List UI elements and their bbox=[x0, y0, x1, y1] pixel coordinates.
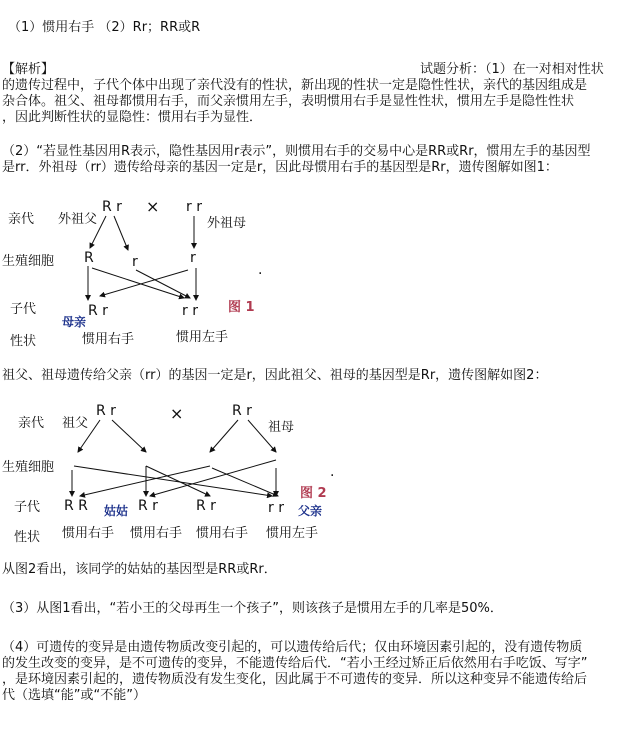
fig2-arrow-gpa-1 bbox=[78, 420, 100, 452]
fig2-cross: × bbox=[170, 404, 184, 423]
analysis-p6-line4: 代（选填“能”或“不能”） bbox=[2, 688, 146, 703]
fig1-grandma-label: 外祖母 bbox=[207, 216, 247, 231]
analysis-p5: （3）从图1看出，“若小王的父母再生一个孩子”，则该孩子是惯用左手的几率是50%． bbox=[2, 601, 503, 616]
fig2-row-parent: 亲代 bbox=[18, 416, 45, 431]
fig1-row-parent: 亲代 bbox=[8, 212, 35, 227]
fig1-arrow-gpa-R bbox=[90, 216, 106, 248]
fig1-arrow-r1-child2 bbox=[136, 270, 190, 298]
fig2-child3-gene: R r bbox=[196, 498, 216, 514]
fig1-row-child: 子代 bbox=[10, 302, 37, 317]
analysis-tag: 【解析】 bbox=[2, 62, 55, 77]
fig1-label: 图 1 bbox=[228, 300, 255, 315]
analysis-p6-line2: 的发生改变的变异，是不可遗传的变异，不能遗传给后代．“若小王经过矫正后依然用右手吃饭、写字” bbox=[2, 656, 588, 671]
fig2-label: 图 2 bbox=[300, 486, 327, 501]
fig1-gamete-r1: r bbox=[132, 254, 138, 270]
analysis-p6-line3: ，是环境因素引起的，遗传物质没有发生变化，因此属于不可遗传的变异．所以这种变异不能遗传给后 bbox=[2, 672, 588, 687]
fig2-arrow-gpa-2 bbox=[112, 420, 146, 452]
fig1-gamete-r2: r bbox=[190, 250, 196, 266]
fig2-row-gamete: 生殖细胞 bbox=[2, 460, 55, 475]
fig1-child2-gene: r r bbox=[182, 303, 198, 319]
fig2-father-label: 父亲 bbox=[298, 504, 323, 518]
fig2-child3-trait: 惯用右手 bbox=[196, 526, 249, 541]
analysis-head-right: 试题分析：（1）在一对相对性状 bbox=[420, 62, 604, 77]
fig1-child1-gene: R r bbox=[88, 303, 108, 319]
fig1-arrow-gpa-r bbox=[114, 216, 128, 250]
fig1-row-gamete: 生殖细胞 bbox=[2, 254, 55, 269]
fig2-arrow-d bbox=[146, 466, 210, 496]
fig2-child1-trait: 惯用右手 bbox=[62, 526, 115, 541]
fig1-child1-trait: 惯用右手 bbox=[82, 332, 135, 347]
fig1-gamete-R: R bbox=[84, 250, 94, 266]
fig2-child2-gene: R r bbox=[138, 498, 158, 514]
fig1-grandpa-label: 外祖父 bbox=[58, 212, 98, 227]
fig1-grandpa-gene: R r bbox=[102, 199, 122, 215]
fig2-grandma-label: 祖母 bbox=[268, 420, 295, 435]
fig2-child1-gene: R R bbox=[64, 498, 88, 514]
analysis-p1-line3: ，因此判断性状的显隐性：惯用右手为显性． bbox=[2, 110, 263, 125]
analysis-p4: 从图2看出，该同学的姑姑的基因型是RR或Rr． bbox=[2, 562, 277, 577]
fig2-child4-trait: 惯用左手 bbox=[266, 526, 319, 541]
analysis-p1-line2: 杂合体。祖父、祖母都惯用右手，而父亲惯用左手，表明惯用右手是显性性状，惯用左手是隐性性状 bbox=[2, 94, 575, 109]
analysis-p2-line2: 是rr．外祖母（rr）遗传给母亲的基因一定是r，因此母惯用右手的基因型是Rr，遗传图解如图1： bbox=[2, 160, 558, 175]
fig2-arrow-gma-2 bbox=[248, 420, 276, 452]
analysis-p6-line1: （4）可遗传的变异是由遗传物质改变引起的，可以遗传给后代；仅由环境因素引起的，没有遗传物质 bbox=[2, 640, 583, 655]
fig2-grandpa-gene: R r bbox=[96, 403, 116, 419]
fig2-child2-trait: 惯用右手 bbox=[130, 526, 183, 541]
fig1-cross: × bbox=[146, 197, 160, 216]
analysis-p1-line1: 的遗传过程中，子代个体中出现了亲代没有的性状，新出现的性状一定是隐性性状，亲代的基因组成是 bbox=[2, 78, 588, 93]
fig2-row-child: 子代 bbox=[14, 500, 41, 515]
fig2-arrow-f bbox=[150, 460, 276, 496]
fig1-mother-label: 母亲 bbox=[62, 315, 87, 329]
fig2-row-trait: 性状 bbox=[14, 530, 41, 545]
fig2-aunt-label: 姑姑 bbox=[104, 504, 129, 518]
fig2-dot: . bbox=[330, 464, 335, 480]
analysis-p3: 祖父、祖母遗传给父亲（rr）的基因一定是r，因此祖父、祖母的基因型是Rr，遗传图解如图2： bbox=[2, 368, 548, 383]
fig2-grandma-gene: R r bbox=[232, 403, 252, 419]
fig1-child2-trait: 惯用左手 bbox=[176, 330, 229, 345]
fig2-child4-gene: r r bbox=[268, 500, 284, 516]
fig1-grandma-gene: r r bbox=[186, 199, 202, 215]
fig2-arrow-e bbox=[80, 466, 210, 496]
analysis-p2-line1: （2）“若显性基因用R表示，隐性基因用r表示”，则惯用右手的交易中心是RR或Rr，惯用左手的基因型 bbox=[2, 144, 591, 159]
fig1-dot: . bbox=[258, 262, 263, 278]
answer-line: （1）惯用右手 （2）Rr；RR或R bbox=[8, 20, 201, 35]
fig2-grandpa-label: 祖父 bbox=[62, 416, 89, 431]
fig1-row-trait: 性状 bbox=[10, 334, 37, 349]
fig2-arrow-gma-1 bbox=[210, 420, 238, 452]
fig1-arrow-R-cross bbox=[92, 268, 184, 298]
